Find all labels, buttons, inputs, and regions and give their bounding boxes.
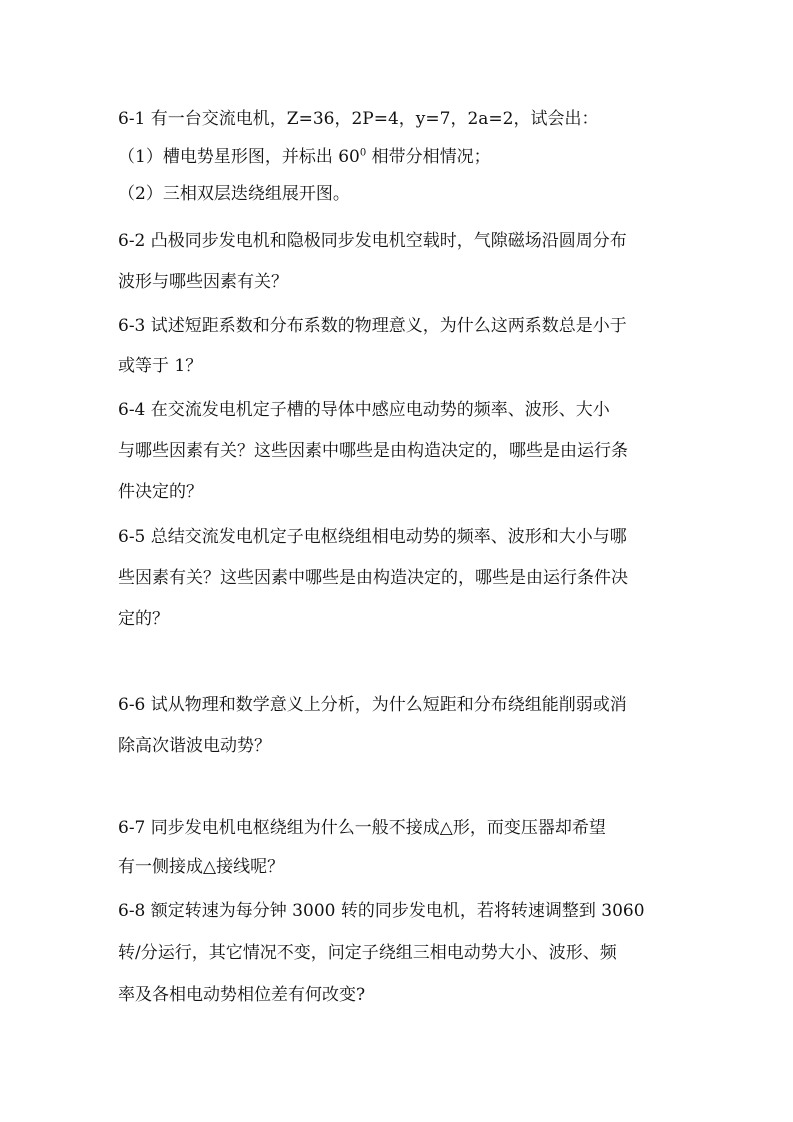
question-6-6-line-1: 6-6 试从物理和数学意义上分析，为什么短距和分布绕组能削弱或消 [118, 695, 627, 715]
question-6-4-line-1: 6-4 在交流发电机定子槽的导体中感应电动势的频率、波形、大小 [118, 400, 610, 420]
question-6-1-line-2-text: （1）槽电势星形图，并标出 60 [118, 147, 360, 167]
question-6-7-line-2: 有一侧接成△接线呢？ [118, 857, 285, 877]
question-6-3-line-1: 6-3 试述短距系数和分布系数的物理意义，为什么这两系数总是小于 [118, 316, 627, 336]
question-6-1-line-3: （2）三相双层迭绕组展开图。 [118, 184, 350, 204]
superscript-zero: 0 [359, 147, 367, 159]
question-6-8-line-3: 率及各相电动势相位差有何改变? [118, 985, 366, 1005]
question-6-1-line-1: 6-1 有一台交流电机，Z=36，2P=4，y=7，2a=2，试会出： [118, 109, 599, 129]
question-6-2-line-2: 波形与哪些因素有关？ [118, 272, 288, 292]
question-6-5-line-1: 6-5 总结交流发电机定子电枢绕组相电动势的频率、波形和大小与哪 [118, 527, 627, 547]
question-6-1-line-2 [118, 142, 678, 172]
question-6-2-line-1: 6-2 凸极同步发电机和隐极同步发电机空载时，气隙磁场沿圆周分布 [118, 231, 627, 251]
question-6-6-line-2: 除高次谐波电动势？ [118, 736, 271, 756]
question-6-1-line-2-tail: 相带分相情况； [366, 147, 491, 167]
question-6-3-line-2: 或等于 1？ [118, 356, 203, 376]
question-6-8-line-1: 6-8 额定转速为每分钟 3000 转的同步发电机，若将转速调整到 3060 [118, 901, 645, 921]
question-6-7-line-1: 6-7 同步发电机电枢绕组为什么一般不接成△形，而变压器却希望 [118, 818, 606, 838]
question-6-8-line-2: 转/分运行，其它情况不变，问定子绕组三相电动势大小、波形、频 [118, 943, 617, 963]
question-6-4-line-3: 件决定的？ [118, 482, 203, 502]
question-6-5-line-3: 定的？ [118, 609, 169, 629]
question-6-5-line-2: 些因素有关？这些因素中哪些是由构造决定的，哪些是由运行条件决 [118, 568, 628, 588]
question-6-4-line-2: 与哪些因素有关？这些因素中哪些是由构造决定的，哪些是由运行条 [118, 441, 628, 461]
